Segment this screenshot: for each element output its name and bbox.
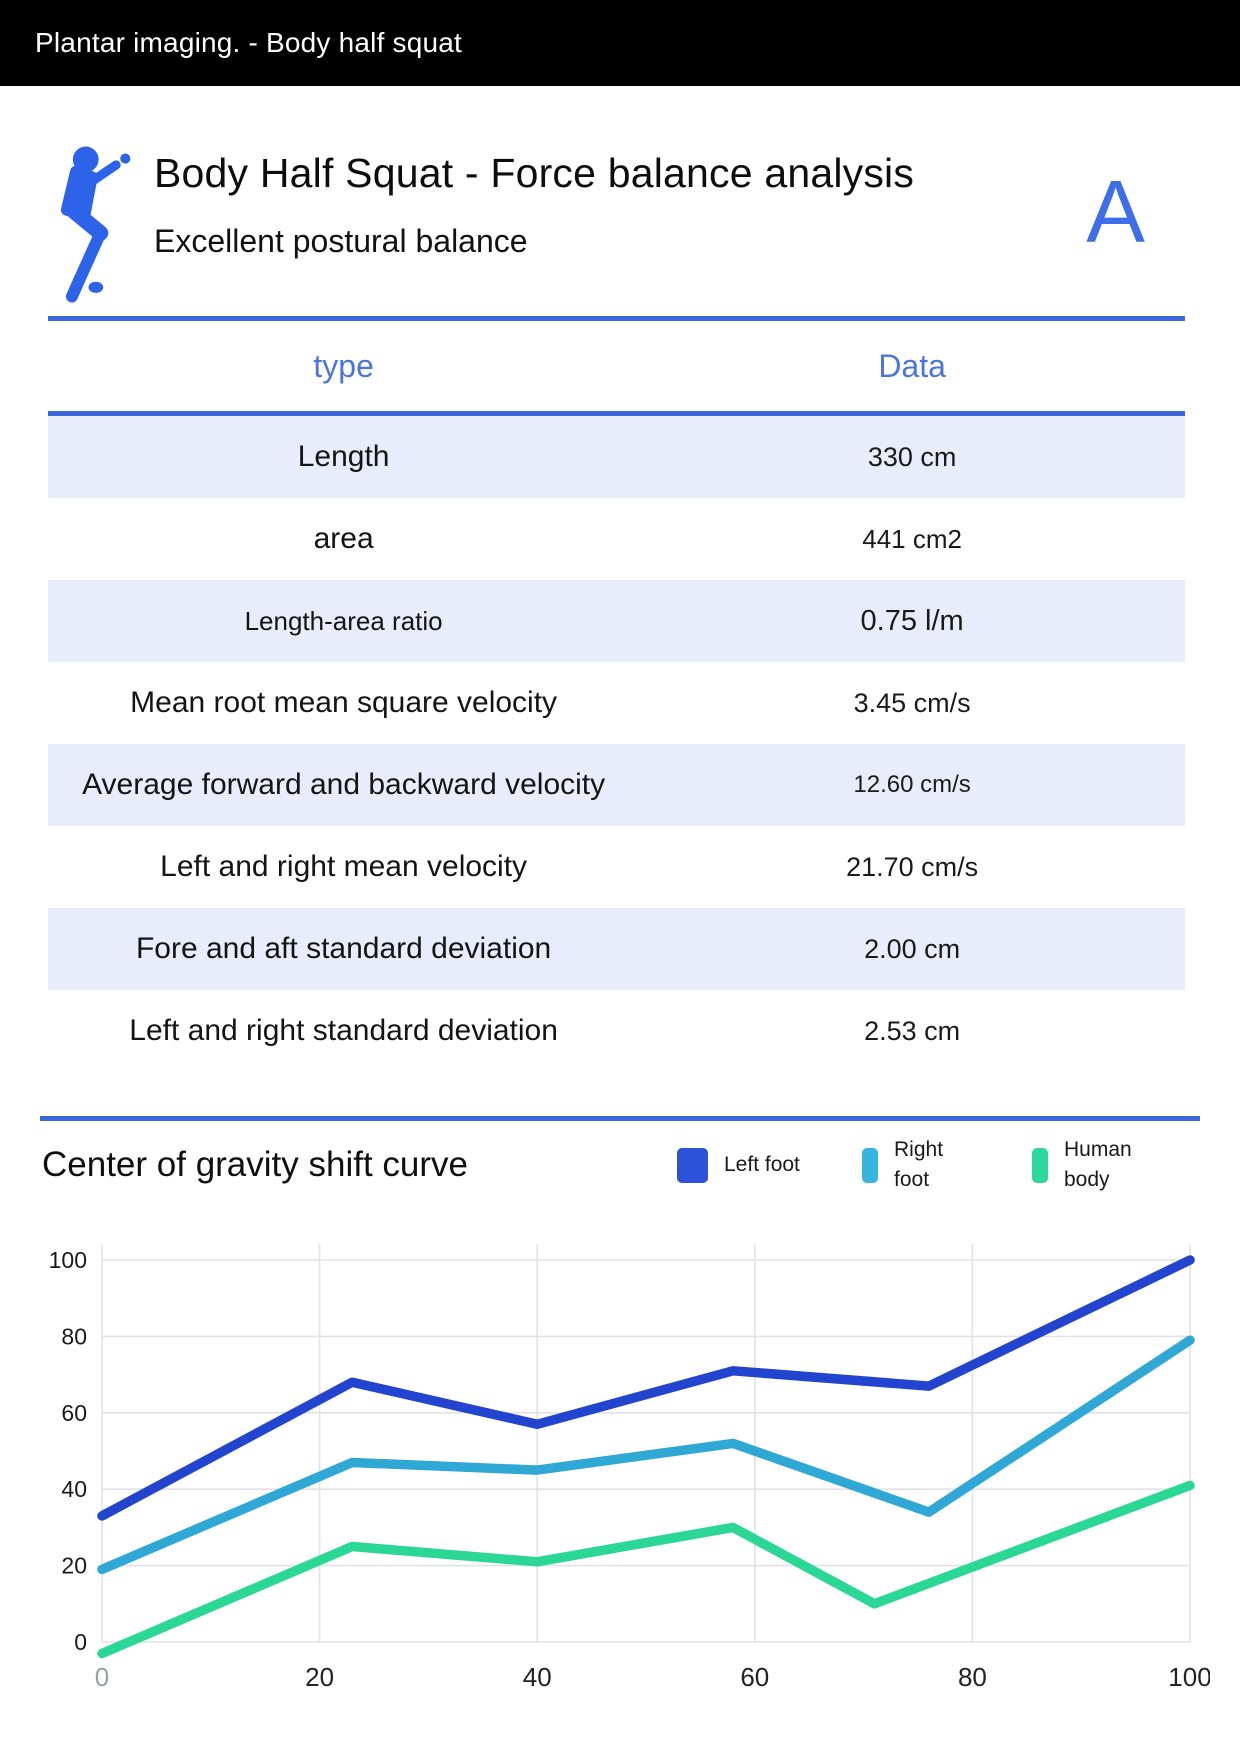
metric-value: 330 cm: [867, 441, 957, 472]
svg-text:80: 80: [957, 1661, 987, 1692]
table-row: [48, 580, 1185, 662]
svg-text:60: 60: [61, 1399, 87, 1426]
center-of-gravity-chart-canvas: [30, 1222, 1210, 1717]
legend-label: Left foot: [724, 1153, 800, 1177]
table-row: [48, 416, 1185, 498]
table-header-row: [48, 321, 1185, 411]
column-header-type: type: [313, 347, 374, 384]
legend-swatch-icon: [677, 1148, 708, 1183]
metric-label: Fore and aft standard deviation: [135, 932, 552, 965]
metric-label: Left and right mean velocity: [160, 850, 528, 883]
table-row: [48, 662, 1185, 744]
legend-swatch-icon: [862, 1148, 878, 1183]
table-row: [48, 908, 1185, 990]
metric-value: 21.70 cm/s: [846, 851, 979, 882]
table-row: [48, 498, 1185, 580]
table-row: [48, 990, 1185, 1072]
legend-item-right-foot: [862, 1135, 970, 1196]
metric-value: 441 cm2: [862, 523, 962, 554]
metric-value: 3.45 cm/s: [853, 687, 971, 718]
svg-text:40: 40: [61, 1476, 87, 1503]
metric-value: 0.75 l/m: [860, 604, 964, 637]
metric-label: Mean root mean square velocity: [130, 686, 558, 719]
svg-text:20: 20: [305, 1661, 335, 1692]
metric-label: Length: [297, 440, 390, 473]
chart-legend: [677, 1135, 1200, 1196]
window-title-bar: [0, 0, 1240, 86]
page-subtitle: Excellent postural balance: [154, 223, 528, 259]
line-chart: [30, 1222, 1220, 1722]
legend-item-human-body: [1032, 1135, 1140, 1196]
metric-value: 2.00 cm: [864, 933, 961, 964]
legend-label: Human body: [1064, 1138, 1132, 1192]
page-title: Body Half Squat - Force balance analysis: [154, 150, 915, 196]
svg-text:100: 100: [48, 1246, 87, 1273]
svg-text:80: 80: [61, 1323, 87, 1350]
chart-title: Center of gravity shift curve: [42, 1145, 468, 1185]
table-row: [48, 744, 1185, 826]
metric-label: Length-area ratio: [244, 605, 443, 636]
metric-label: Left and right standard deviation: [129, 1014, 558, 1047]
grade-badge: A: [1086, 162, 1145, 261]
svg-text:60: 60: [740, 1661, 770, 1692]
chart-section-rule: [40, 1116, 1200, 1121]
metric-label: area: [313, 522, 374, 555]
report-titles: [154, 132, 1086, 260]
svg-text:0: 0: [94, 1661, 110, 1692]
svg-text:0: 0: [74, 1628, 87, 1655]
svg-text:40: 40: [522, 1661, 552, 1692]
metric-value: 12.60 cm/s: [853, 771, 971, 798]
metric-label: Average forward and backward velocity: [82, 768, 606, 801]
legend-label: Right foot: [894, 1138, 944, 1192]
metrics-table: [48, 321, 1185, 1072]
legend-item-left-foot: [677, 1148, 800, 1183]
column-header-data: Data: [878, 347, 946, 384]
legend-swatch-icon: [1032, 1148, 1048, 1183]
chart-header: [42, 1135, 1200, 1196]
svg-text:20: 20: [61, 1552, 87, 1579]
report-header: [48, 132, 1185, 306]
svg-text:100: 100: [1168, 1661, 1210, 1692]
metric-value: 2.53 cm: [864, 1015, 961, 1046]
table-row: [48, 826, 1185, 908]
window-title: Plantar imaging. - Body half squat: [35, 27, 463, 58]
squat-person-icon: [48, 138, 140, 306]
